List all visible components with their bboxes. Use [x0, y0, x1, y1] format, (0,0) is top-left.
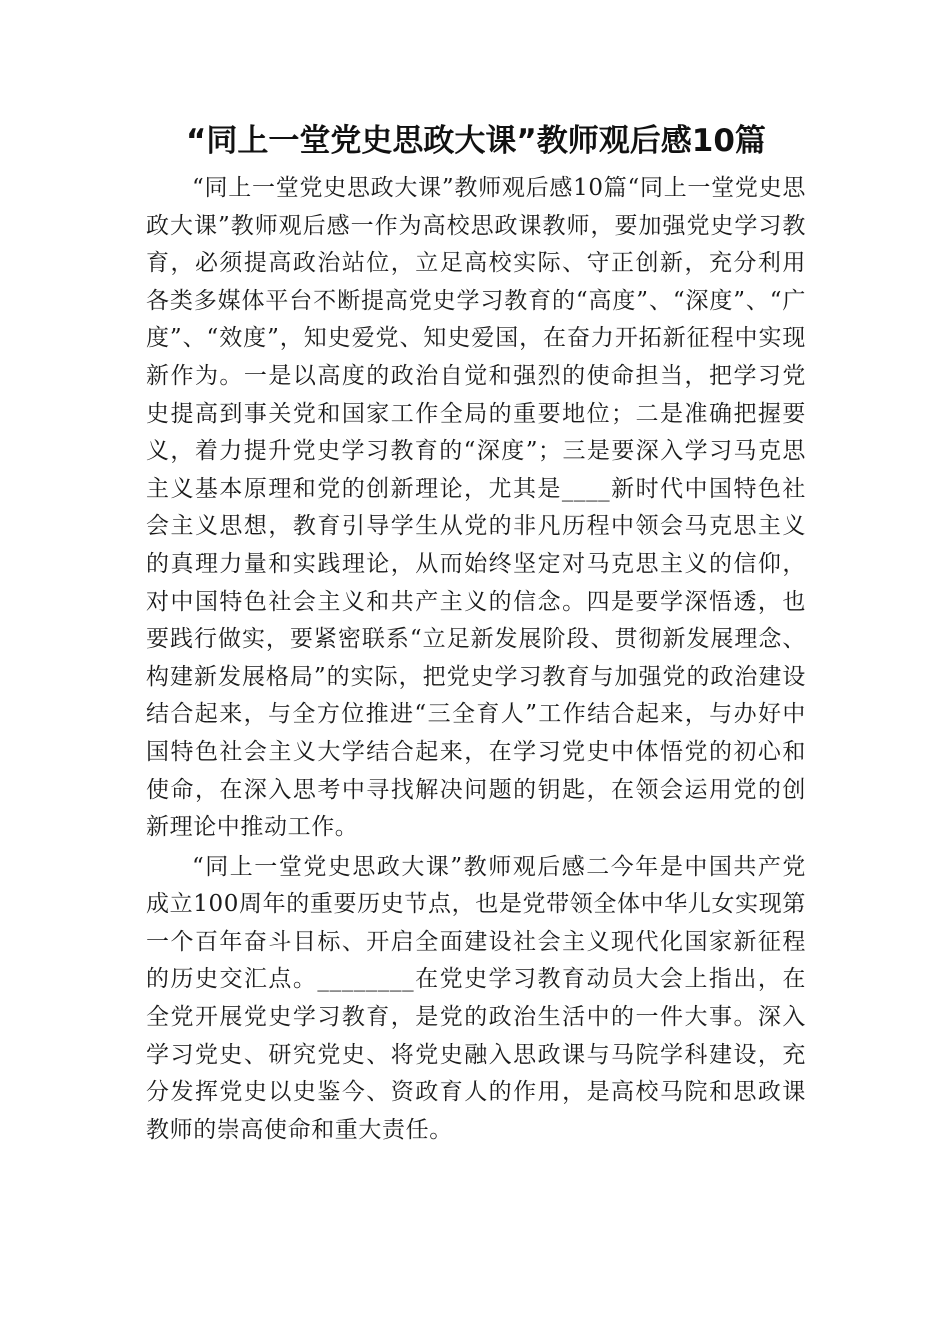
document-page — [146, 112, 806, 1149]
paragraph-1: “同上一堂党史思政大课”教师观后感10篇“同上一堂党史思政大课”教师观后感一作为高校思政课教师，要加强党史学习教育，必须提高政治站位，立足高校实际、守正创新，充分利用各类多媒体平台不断提高党史学习教育的“高度”、“深度”、“广度”、“效度”，知史爱党、知史爱国，在奋力开拓新征程中实现新作为。一是以高度的政治自觉和强烈的使命担当，把学习党史提高到事关党和国家工作全局的重要地位；二是准确把握要义，着力提升党史学习教育的“深度”；三是要深入学习马克思主义基本原理和党的创新理论，尤其是____新时代中国特色社会主义思想，教育引导学生从党的非凡历程中领会马克思主义的真理力量和实践理论，从而始终坚定对马克思主义的信仰，对中国特色社会主义和共产主义的信念。四是要学深悟透，也要践行做实，要紧密联系“立足新发展阶段、贯彻新发展理念、构建新发展格局”的实际，把党史学习教育与加强党的政治建设结合起来，与全方位推进“三全育人”工作结合起来，与办好中国特色社会主义大学结合起来，在学习党史中体悟党的初心和使命，在深入思考中寻找解决问题的钥匙，在领会运用党的创新理论中推动工作。 — [146, 175, 806, 841]
paragraph-2: “同上一堂党史思政大课”教师观后感二今年是中国共产党成立100周年的重要历史节点，也是党带领全体中华儿女实现第一个百年奋斗目标、开启全面建设社会主义现代化国家新征程的历史交汇点。________在党史学习教育动员大会上指出，在全党开展党史学习教育，是党的政治生活中的一件大事。深入学习党史、研究党史、将党史融入思政课与马院学科建设，充分发挥党史以史鉴今、资政育人的作用，是高校马院和思政课教师的崇高使命和重大责任。 — [146, 853, 806, 1143]
document-title: “同上一堂党史思政大课”教师观后感10篇 — [186, 123, 766, 159]
